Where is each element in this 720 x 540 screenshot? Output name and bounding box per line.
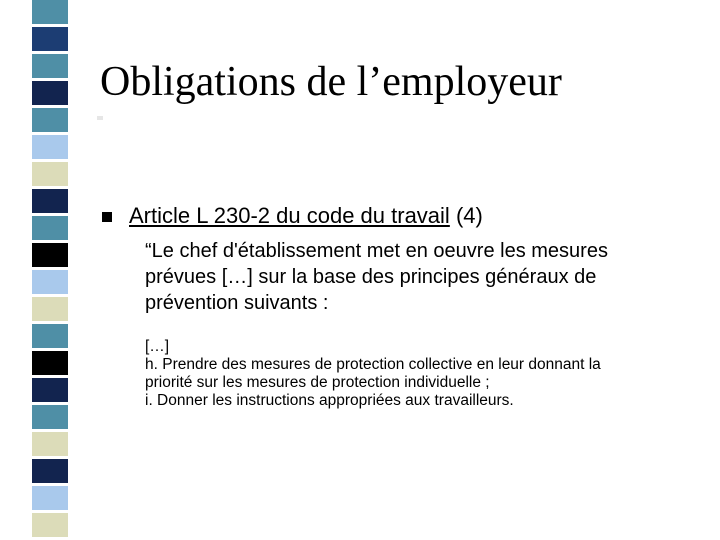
stripe-block: [32, 162, 68, 186]
stripe-block: [32, 81, 68, 105]
stripe-block: [32, 297, 68, 321]
stripe-block: [32, 243, 68, 267]
excerpt-block: [145, 338, 601, 410]
quote-block: [145, 238, 608, 316]
decorative-stripe: [0, 0, 68, 540]
quote-line: “Le chef d'établissement met en oeuvre les mesures: [145, 240, 608, 262]
stripe-block: [32, 378, 68, 402]
stripe-block: [32, 216, 68, 240]
stripe-block: [32, 459, 68, 483]
quote-line: prévues […] sur la base des principes généraux de: [145, 266, 597, 288]
stripe-block: [32, 0, 68, 24]
bullet-square-icon: [102, 212, 112, 222]
excerpt-line: i. Donner les instructions appropriées aux travailleurs.: [145, 392, 514, 409]
stripe-block: [32, 351, 68, 375]
stripe-block: [32, 486, 68, 510]
stripe-block: [32, 135, 68, 159]
stripe-block: [32, 54, 68, 78]
article-link[interactable]: Article L 230-2 du code du travail: [129, 203, 450, 228]
stripe-block: [32, 270, 68, 294]
article-suffix: (4): [449, 203, 483, 228]
stripe-block: [32, 513, 68, 537]
bullet-article-text: [129, 203, 483, 229]
slide-title: Obligations de l’employeur: [100, 59, 562, 105]
stripe-block: [32, 405, 68, 429]
stripe-block: [32, 432, 68, 456]
stripe-block: [32, 324, 68, 348]
stripe-block: [32, 27, 68, 51]
title-rule: [97, 116, 103, 120]
excerpt-line: […]: [145, 338, 170, 355]
excerpt-line: priorité sur les mesures de protection individuelle ;: [145, 374, 490, 391]
stripe-block: [32, 108, 68, 132]
quote-line: prévention suivants :: [145, 292, 329, 314]
stripe-block: [32, 189, 68, 213]
excerpt-line: h. Prendre des mesures de protection collective en leur donnant la: [145, 356, 601, 373]
